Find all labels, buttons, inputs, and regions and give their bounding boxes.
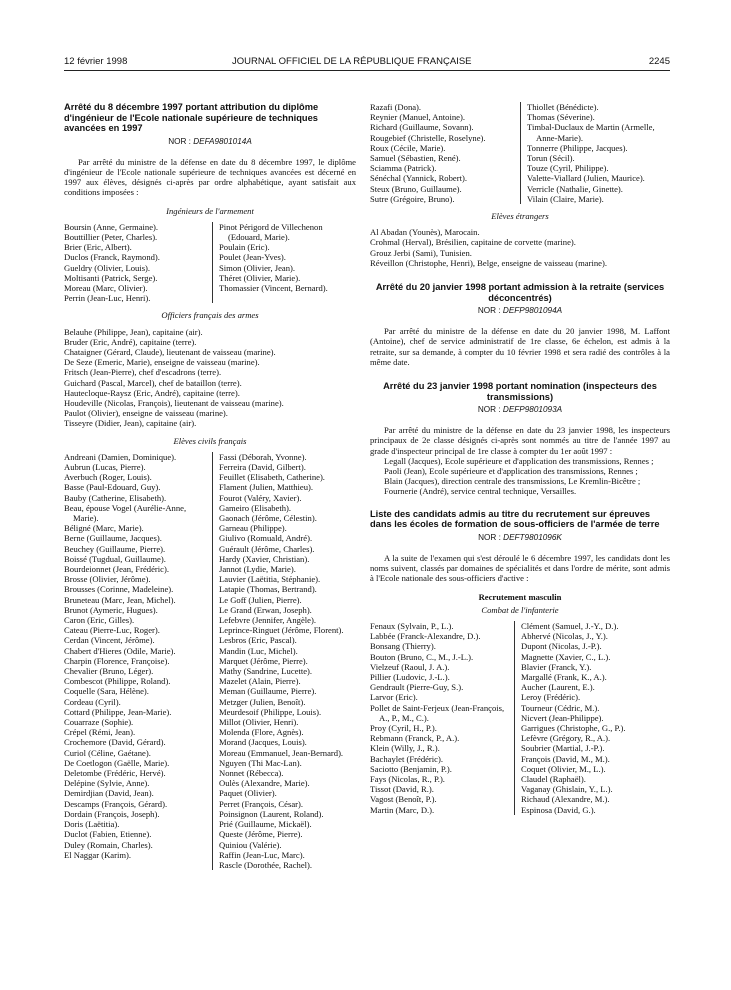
list-item: Jannot (Lydie, Marie). — [219, 564, 296, 575]
nor-reference: NOR : DEFP9801093A — [477, 405, 563, 415]
list-item: Vaganay (Ghislain, Y., L.). — [521, 784, 613, 795]
list-item: Cottard (Philippe, Jean-Marie). — [64, 706, 172, 717]
list-item: Tourneur (Cédric, M.). — [521, 702, 600, 713]
list-item: Al Abadan (Younès), Marocain. — [370, 227, 480, 238]
list-item: Paquet (Olivier). — [219, 788, 277, 799]
list-item: Poulet (Jean-Yves). — [219, 252, 286, 263]
list-item: Grouz Jerbi (Sami), Tunisien. — [370, 247, 472, 258]
section-heading: Ingénieurs de l'armement — [166, 205, 254, 216]
list-item: Chevalier (Bruno, Léger). — [64, 666, 154, 677]
list-item: Hardy (Xavier, Christian). — [219, 553, 310, 564]
page-header — [64, 56, 670, 71]
list-item: Proy (Cyril, H., P.). — [370, 722, 437, 733]
list-item: Legall (Jacques), Ecole supérieure et d'application des transmissions, Rennes ; — [384, 455, 654, 466]
list-item: Magnette (Xavier, C., L.). — [521, 651, 611, 662]
list-item: Andreani (Damien, Dominique). — [64, 451, 177, 462]
list-item: Rascle (Dorothée, Rachel). — [219, 859, 313, 870]
list-item: Nicvert (Jean-Philippe). — [521, 712, 604, 723]
list-item: Simon (Olivier, Jean). — [219, 262, 296, 273]
list-item: Houdeville (Nicolas, François), lieutenant de vaisseau (marine). — [64, 397, 284, 408]
list-item: Sutre (Grégoire, Bruno). — [370, 193, 455, 204]
list-item: Giulivo (Romuald, André). — [219, 533, 313, 544]
list-item: Meman (Guillaume, Pierre). — [219, 686, 317, 697]
list-item: De Coetlogon (Gaëlle, Marie). — [64, 757, 170, 768]
officers-list — [64, 327, 356, 429]
list-item: Verricle (Nathalie, Ginette). — [527, 183, 623, 194]
list-item: Saciotto (Benjamin, P.). — [370, 763, 452, 774]
list-item: Basse (Paul-Edouard, Guy). — [64, 482, 161, 493]
list-item: Martin (Marc, D.). — [370, 804, 435, 815]
list-item: Bouton (Bruno, C., M., J.-L.). — [370, 651, 474, 662]
section-heading: Officiers français des armes — [161, 310, 259, 321]
list-item: Le Grand (Erwan, Joseph). — [219, 604, 312, 615]
list-item: Rebmann (Franck, P., A.). — [370, 733, 460, 744]
list-item: Fenaux (Sylvain, P., L.). — [370, 620, 454, 631]
list-item: Le Goff (Julien, Pierre). — [219, 594, 302, 605]
nor-reference: NOR : DEFA9801014A — [168, 136, 252, 146]
list-item: Soubrier (Martial, J.-P.). — [521, 743, 605, 754]
list-item: Timbal-Duclaux de Martin (Armelle, Anne-Marie). — [527, 122, 655, 143]
list-item: Cerdan (Vincent, Jérôme). — [64, 635, 155, 646]
list-item: Aubrun (Lucas, Pierre). — [64, 461, 146, 472]
decree-title: Arrêté du 23 janvier 1998 portant nomination (inspecteurs des transmissions) — [383, 381, 657, 402]
decree-intro: Par arrêté du ministre de la défense en date du 8 décembre 1997, le diplôme d'ingénieur de l'Ecole nationale supérieure de techniques avancées est décerné en 1997 aux élèves, désignés ci-après par ordre alphabétique, ayant satisfait aux conditions imposées : — [64, 156, 356, 198]
list-item: Delépine (Sylvie, Anne). — [64, 778, 150, 789]
list-item: Paoli (Jean), Ecole supérieure et d'application des transmissions, Rennes ; — [384, 466, 638, 477]
list-item: Leprince-Ringuet (Jérôme, Florent). — [219, 625, 344, 636]
candidates-list — [370, 621, 670, 815]
decree-text: A la suite de l'examen qui s'est déroulé le 6 décembre 1997, les candidats dont les noms suivent, classés par domaines de spécialités et dans l'ordre de mérite, sont admis à l'Ecole nationale des sous-officiers d'active : — [370, 552, 670, 584]
list-item: Pillier (Ludovic, J.-L.). — [370, 671, 450, 682]
list-item: Garrigues (Christophe, G., P.). — [521, 722, 626, 733]
list-item: Béligné (Marc, Marie). — [64, 523, 144, 534]
section-heading: Combat de l'infanterie — [481, 604, 559, 615]
list-item: Mazelet (Alain, Pierre). — [219, 676, 301, 687]
list-item: Bachaylet (Frédéric). — [370, 753, 444, 764]
list-item: Mathy (Sandrine, Lucette). — [219, 666, 313, 677]
decree-title: Arrêté du 8 décembre 1997 portant attribution du diplôme d'ingénieur de l'Ecole nationale supérieure de techniques avancées en 1997 — [64, 102, 319, 133]
list-item: El Naggar (Karim). — [64, 849, 132, 860]
list-item: Latapie (Thomas, Bertrand). — [219, 584, 317, 595]
list-item: Lefebvre (Jennifer, Angèle). — [219, 615, 317, 626]
decree-title: Arrêté du 20 janvier 1998 portant admission à la retraite (services déconcentrés) — [375, 282, 665, 303]
list-item: Moreau (Marc, Olivier). — [64, 282, 148, 293]
list-item: Clément (Samuel, J.-Y., D.). — [521, 620, 619, 631]
list-item: Charpin (Florence, Françoise). — [64, 655, 170, 666]
list-item: Vilain (Claire, Marie). — [527, 193, 604, 204]
list-item: Réveillon (Christophe, Henri), Belge, enseigne de vaisseau (marine). — [370, 257, 607, 268]
list-item: Poulain (Eric). — [219, 242, 270, 253]
list-item: Roux (Cécile, Marie). — [370, 142, 446, 153]
list-item: Quiniou (Valérie). — [219, 839, 282, 850]
list-item: Gendrault (Pierre-Guy, S.). — [370, 682, 464, 693]
list-item: Flament (Julien, Matthieu). — [219, 482, 314, 493]
list-item: Crépel (Rémi, Jean). — [64, 727, 136, 738]
decree-text: Par arrêté du ministre de la défense en date du 20 janvier 1998, M. Laffont (Antoine), chef de service administratif de 1re classe, 6e échelon, est admis à la retraite, sur sa demande, à compter du 10 février 1998 et sera radié des contrôles à la même date. — [370, 326, 670, 367]
list-item: Cateau (Pierre-Luc, Roger). — [64, 625, 160, 636]
list-item: Razafi (Dona). — [370, 102, 422, 112]
right-column — [370, 102, 670, 815]
list-item: Crohmal (Herval), Brésilien, capitaine de corvette (marine). — [370, 237, 576, 248]
left-column — [64, 102, 356, 870]
list-item: Blain (Jacques), direction centrale des transmissions, Le Kremlin-Bicêtre ; — [384, 476, 641, 487]
list-item: Poinsignon (Laurent, Roland). — [219, 808, 324, 819]
list-item: Gaonach (Jérôme, Célestin). — [219, 513, 317, 523]
list-item: Klein (Willy, J., R.). — [370, 743, 440, 754]
list-item: Gueldry (Olivier, Louis). — [64, 262, 151, 273]
list-item: Sciamma (Patrick). — [370, 163, 437, 174]
journal-title: JOURNAL OFFICIEL DE LA RÉPUBLIQUE FRANÇAISE — [232, 56, 472, 67]
list-item: Abhervé (Nicolas, J., Y.). — [521, 631, 608, 642]
list-item: Molenda (Flore, Agnès). — [219, 727, 304, 738]
foreign-students-list — [370, 227, 670, 268]
list-item: Doris (Laëtitia). — [64, 819, 120, 830]
list-item: Mandin (Luc, Michel). — [219, 645, 298, 656]
list-item: Torun (Sécil). — [527, 153, 575, 164]
list-item: Théret (Olivier, Marie). — [219, 272, 301, 283]
list-item: Brousses (Corinne, Madeleine). — [64, 584, 174, 595]
list-item: Bruneteau (Marc, Jean, Michel). — [64, 594, 176, 605]
list-item: Touze (Cyril, Philippe). — [527, 163, 609, 174]
list-item: Blavier (Franck, Y.). — [521, 661, 592, 672]
list-item: Fassi (Déborah, Yvonne). — [219, 451, 307, 462]
list-item: Brunot (Aymeric, Hugues). — [64, 604, 158, 615]
list-item: Raffin (Jean-Luc, Marc). — [219, 849, 305, 860]
list-item: Larvor (Eric). — [370, 692, 418, 703]
list-item: Curiol (Céline, Gaétane). — [64, 747, 151, 758]
list-item: Thomassier (Vincent, Bernard). — [219, 282, 328, 293]
list-item: Cordeau (Cyril). — [64, 696, 121, 707]
list-item: Nguyen (Thi Mac-Lan). — [219, 757, 302, 768]
list-item: Lauvier (Laëtitia, Stéphanie). — [219, 574, 321, 585]
list-item: Duley (Romain, Charles). — [64, 839, 153, 850]
list-item: Dordain (François, Joseph). — [64, 808, 160, 819]
list-item: Dupont (Nicolas, J.-P.). — [521, 641, 602, 652]
list-item: Espinosa (David, G.). — [521, 804, 596, 815]
list-item: Moreau (Emmanuel, Jean-Bernard). — [219, 747, 344, 758]
nor-reference: NOR : DEFP9801094A — [477, 306, 563, 316]
list-item: Duclos (Franck, Raymond). — [64, 252, 160, 263]
list-item: Descamps (François, Gérard). — [64, 798, 168, 809]
list-item: Rougebief (Christelle, Roselyne). — [370, 132, 486, 143]
list-item: Claudel (Raphaël). — [521, 773, 586, 784]
list-item: Valette-Viallard (Julien, Maurice). — [527, 173, 645, 184]
decree-title: Liste des candidats admis au titre du recrutement sur épreuves dans les écoles de formation de sous-officiers de l'armée de terre — [370, 508, 660, 530]
list-item: Bruder (Eric, André), capitaine (terre). — [64, 336, 197, 347]
list-item: Beuchey (Guillaume, Pierre). — [64, 543, 166, 554]
list-item: Meurdesoif (Philippe, Louis). — [219, 706, 322, 717]
list-item: Brier (Eric, Albert). — [64, 242, 132, 253]
list-item: Metzger (Julien, Benoît). — [219, 696, 306, 707]
list-item: Labbée (Franck-Alexandre, D.). — [370, 631, 481, 642]
list-item: Guérault (Jérôme, Charles). — [219, 543, 315, 554]
list-item: Sénéchal (Yannick, Robert). — [370, 173, 467, 184]
list-item: Bourdeionnet (Jean, Frédéric). — [64, 564, 169, 575]
list-item: Hautecloque-Raysz (Eric, André), capitaine (terre). — [64, 387, 240, 398]
list-item: Averbuch (Roger, Louis). — [64, 472, 152, 483]
list-item: Feuillet (Elisabeth, Catherine). — [219, 472, 325, 483]
list-item: Thomas (Séverine). — [527, 112, 595, 123]
list-item: Beau, épouse Vogel (Aurélie-Anne, Marie). — [64, 502, 187, 523]
list-item: Fournerie (André), service central technique, Versailles. — [384, 486, 577, 497]
list-item: Bauby (Catherine, Elisabeth). — [64, 492, 167, 503]
list-item: Chabert d'Hieres (Odile, Marie). — [64, 645, 176, 656]
page-number: 2245 — [648, 56, 670, 67]
list-item: Coquelle (Sara, Hélène). — [64, 686, 149, 697]
list-item: Duclot (Fabien, Etienne). — [64, 829, 152, 840]
list-item: Millot (Olivier, Henri). — [219, 717, 299, 728]
list-item: Gameiro (Elisabeth). — [219, 502, 292, 513]
nominations-list — [370, 456, 670, 497]
list-item: Chataigner (Gérard, Claude), lieutenant de vaisseau (marine). — [64, 346, 276, 357]
list-item: Fourot (Valéry, Xavier). — [219, 492, 302, 503]
list-item: Aucher (Laurent, E.). — [521, 682, 595, 693]
list-item: Marquet (Jérôme, Pierre). — [219, 655, 308, 666]
list-item: François (David, M., M.). — [521, 753, 610, 764]
list-item: Lefèvre (Grégory, R., A.). — [521, 733, 611, 744]
list-item: Steux (Bruno, Guillaume). — [370, 183, 462, 194]
list-item: Fays (Nicolas, R., P.). — [370, 773, 445, 784]
list-item: Guichard (Pascal, Marcel), chef de bataillon (terre). — [64, 377, 242, 388]
list-item: Lesbros (Eric, Pascal). — [219, 635, 297, 646]
list-item: Vielzeuf (Raoul, J. A.). — [370, 661, 450, 672]
section-heading: Elèves étrangers — [491, 211, 549, 222]
civil-students-list — [64, 452, 356, 870]
nor-reference: NOR : DEFT9801096K — [478, 532, 562, 542]
list-item: Tisseyre (Didier, Jean), capitaine (air). — [64, 418, 197, 429]
section-heading: Recrutement masculin — [478, 591, 562, 602]
list-item: Boissé (Tugdual, Guillaume). — [64, 553, 166, 564]
list-item: Moltisanti (Patrick, Serge). — [64, 272, 158, 283]
list-item: Vagost (Benoît, P.). — [370, 794, 437, 805]
list-item: Prié (Guillaume, Mickaël). — [219, 819, 312, 830]
list-item: Margallé (Frank, K., A.). — [521, 671, 607, 682]
list-item: Garneau (Philippe). — [219, 523, 287, 534]
list-item: Pollet de Saint-Ferjeux (Jean-François, A., P., M., C.). — [370, 702, 505, 723]
list-item: Perrin (Jean-Luc, Henri). — [64, 293, 151, 304]
list-item: Richard (Guillaume, Sovann). — [370, 122, 474, 133]
list-item: Boursin (Anne, Germaine). — [64, 221, 159, 232]
list-item: Queste (Jérôme, Pierre). — [219, 829, 303, 840]
list-item: Deletombe (Frédéric, Hervé). — [64, 768, 166, 779]
list-item: Belauhe (Philippe, Jean), capitaine (air). — [64, 326, 203, 337]
list-item: Perret (François, César). — [219, 798, 303, 809]
list-item: Combescot (Philippe, Roland). — [64, 676, 171, 687]
list-item: Samuel (Sébastien, René). — [370, 153, 461, 164]
list-item: Bonsang (Thierry). — [370, 641, 436, 652]
list-item: Crochemore (David, Gérard). — [64, 737, 166, 748]
list-item: Caron (Eric, Gilles). — [64, 615, 135, 626]
list-item: Richaud (Alexandre, M.). — [521, 794, 610, 805]
list-item: Paulot (Olivier), enseigne de vaisseau (marine). — [64, 408, 228, 419]
list-item: Nonnet (Rébecca). — [219, 768, 284, 779]
list-item: Tonnerre (Philippe, Jacques). — [527, 142, 628, 153]
list-item: Bouttillier (Peter, Charles). — [64, 231, 158, 242]
list-item: Oulès (Alexandre, Marie). — [219, 778, 310, 789]
list-item: Morand (Jacques, Louis). — [219, 737, 307, 748]
list-item: Couarraze (Sophie). — [64, 717, 134, 728]
list-item: Reynier (Manuel, Antoine). — [370, 112, 465, 123]
list-item: Coquet (Olivier, M., L.). — [521, 763, 606, 774]
list-item: Thiollet (Bénédicte). — [527, 102, 599, 112]
list-item: Demirdjian (David, Jean). — [64, 788, 154, 799]
header-date: 12 février 1998 — [64, 56, 128, 67]
decree-text: Par arrêté du ministre de la défense en date du 23 janvier 1998, les inspecteurs principaux de 2e classe désignés ci-après sont nommés au titre de l'année 1997 au grade d'inspecteur principal de 1re classe à compter du 1er août 1997 : — [370, 425, 670, 456]
section-heading: Elèves civils français — [173, 435, 247, 446]
list-item: Brosse (Olivier, Jérôme). — [64, 574, 151, 585]
list-item: Tissot (David, R.). — [370, 784, 434, 795]
list-item: Ferreira (David, Gilbert). — [219, 461, 306, 472]
list-item: Pinot Périgord de Villechenon (Edouard, Marie). — [219, 221, 323, 242]
list-item: Berne (Guillaume, Jacques). — [64, 533, 162, 544]
engineers-list — [64, 222, 356, 304]
list-item: Fritsch (Jean-Pierre), chef d'escadrons (terre). — [64, 367, 222, 378]
civil-students-list-continued — [370, 102, 670, 204]
list-item: Leroy (Frédéric). — [521, 692, 581, 703]
list-item: De Seze (Emeric, Marie), enseigne de vaisseau (marine). — [64, 357, 260, 368]
